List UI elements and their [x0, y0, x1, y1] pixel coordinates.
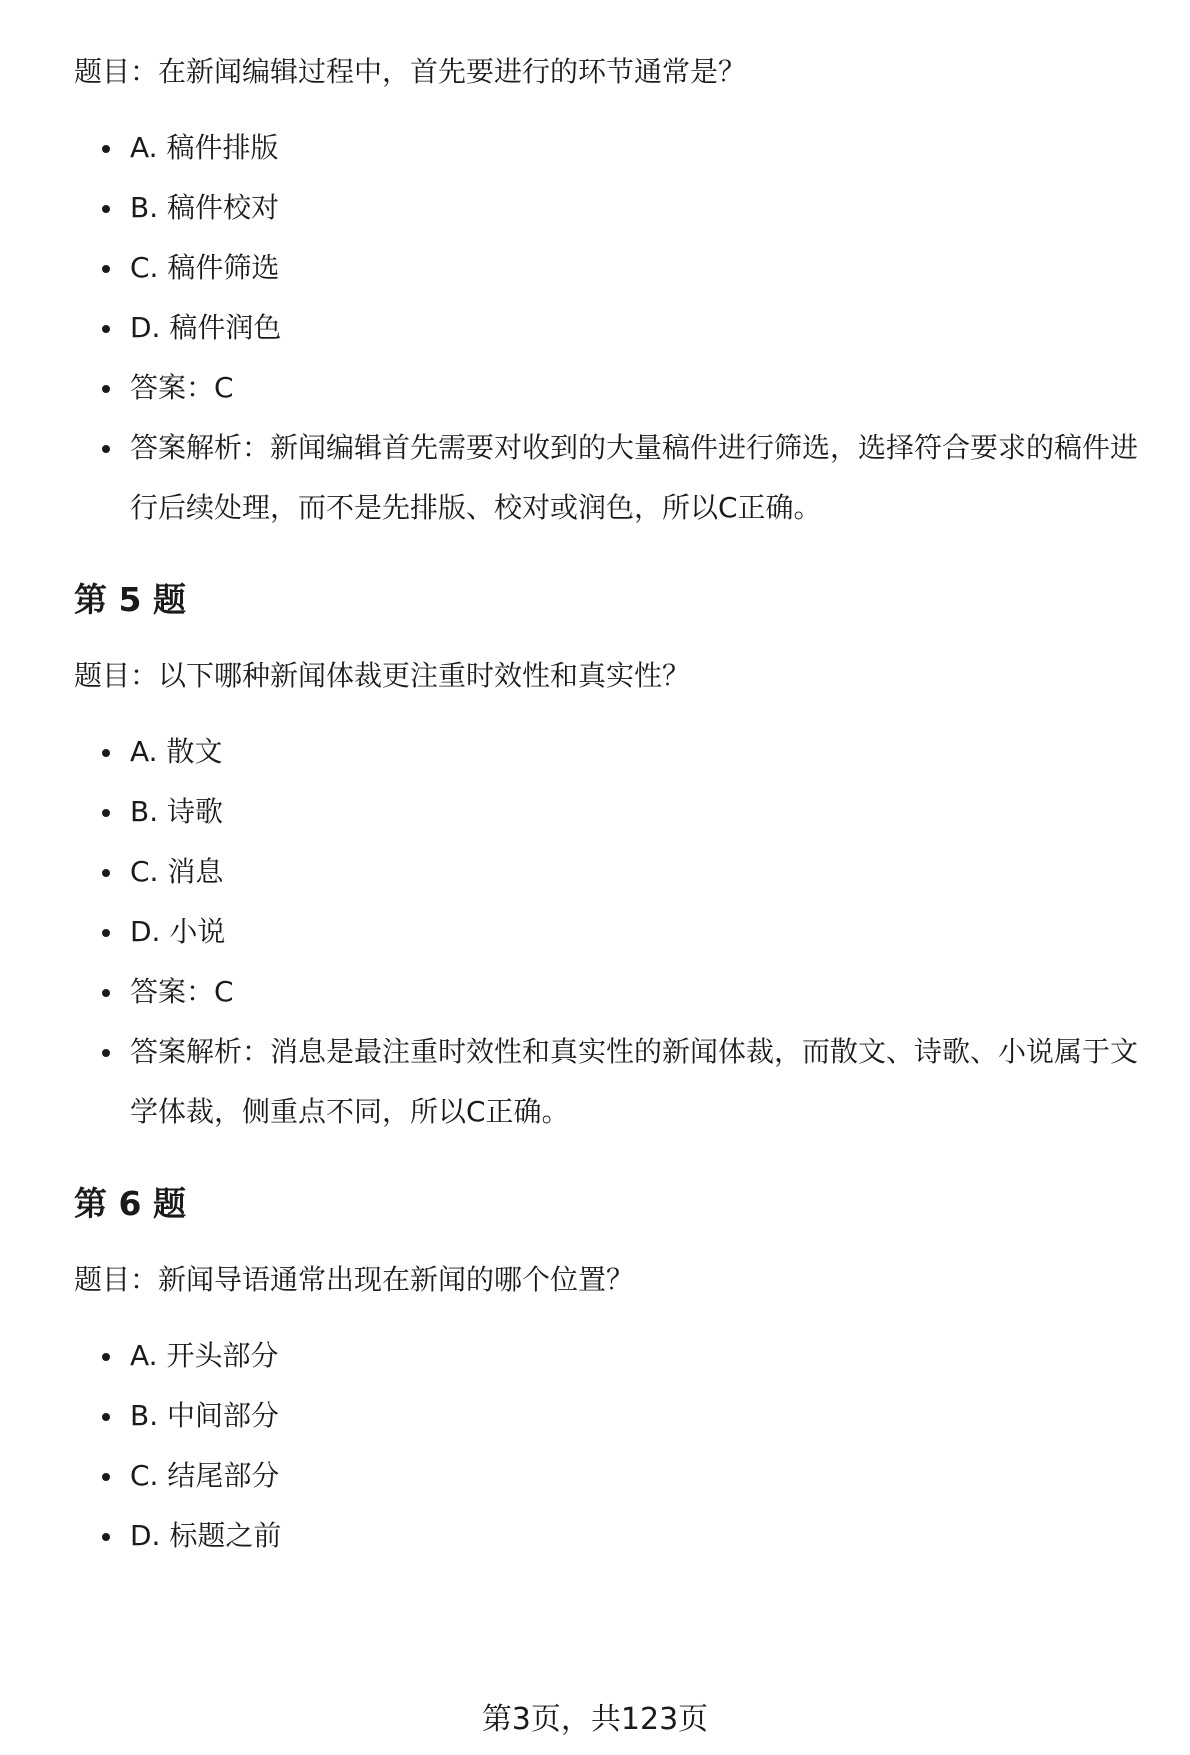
option-a: A. 稿件排版: [74, 118, 1164, 178]
option-b: B. 中间部分: [74, 1386, 1164, 1446]
document-page: [74, 52, 1164, 1566]
option-d: D. 小说: [74, 902, 1164, 962]
page-number: 第3页，共123页: [481, 1702, 709, 1737]
answer-explanation: 答案解析：消息是最注重时效性和真实性的新闻体裁，而散文、诗歌、小说属于文学体裁，侧重点不同，所以C正确。: [74, 1022, 1164, 1142]
option-list: [74, 118, 1164, 538]
answer: 答案：C: [74, 358, 1164, 418]
option-d: D. 稿件润色: [74, 298, 1164, 358]
option-a: A. 开头部分: [74, 1326, 1164, 1386]
answer: 答案：C: [74, 962, 1164, 1022]
option-list: [74, 722, 1164, 1142]
answer-explanation: 答案解析：新闻编辑首先需要对收到的大量稿件进行筛选，选择符合要求的稿件进行后续处理，而不是先排版、校对或润色，所以C正确。: [74, 418, 1164, 538]
question-text: 题目：在新闻编辑过程中，首先要进行的环节通常是？: [74, 55, 747, 88]
option-c: C. 结尾部分: [74, 1446, 1164, 1506]
option-d: D. 标题之前: [74, 1506, 1164, 1566]
question-heading: 第 6 题: [74, 1184, 186, 1223]
question-text: 题目：以下哪种新闻体裁更注重时效性和真实性？: [74, 659, 691, 692]
option-list: [74, 1326, 1164, 1566]
option-c: C. 稿件筛选: [74, 238, 1164, 298]
option-c: C. 消息: [74, 842, 1164, 902]
question-heading: 第 5 题: [74, 580, 186, 619]
option-b: B. 诗歌: [74, 782, 1164, 842]
option-a: A. 散文: [74, 722, 1164, 782]
question-text: 题目：新闻导语通常出现在新闻的哪个位置？: [74, 1263, 635, 1296]
option-b: B. 稿件校对: [74, 178, 1164, 238]
